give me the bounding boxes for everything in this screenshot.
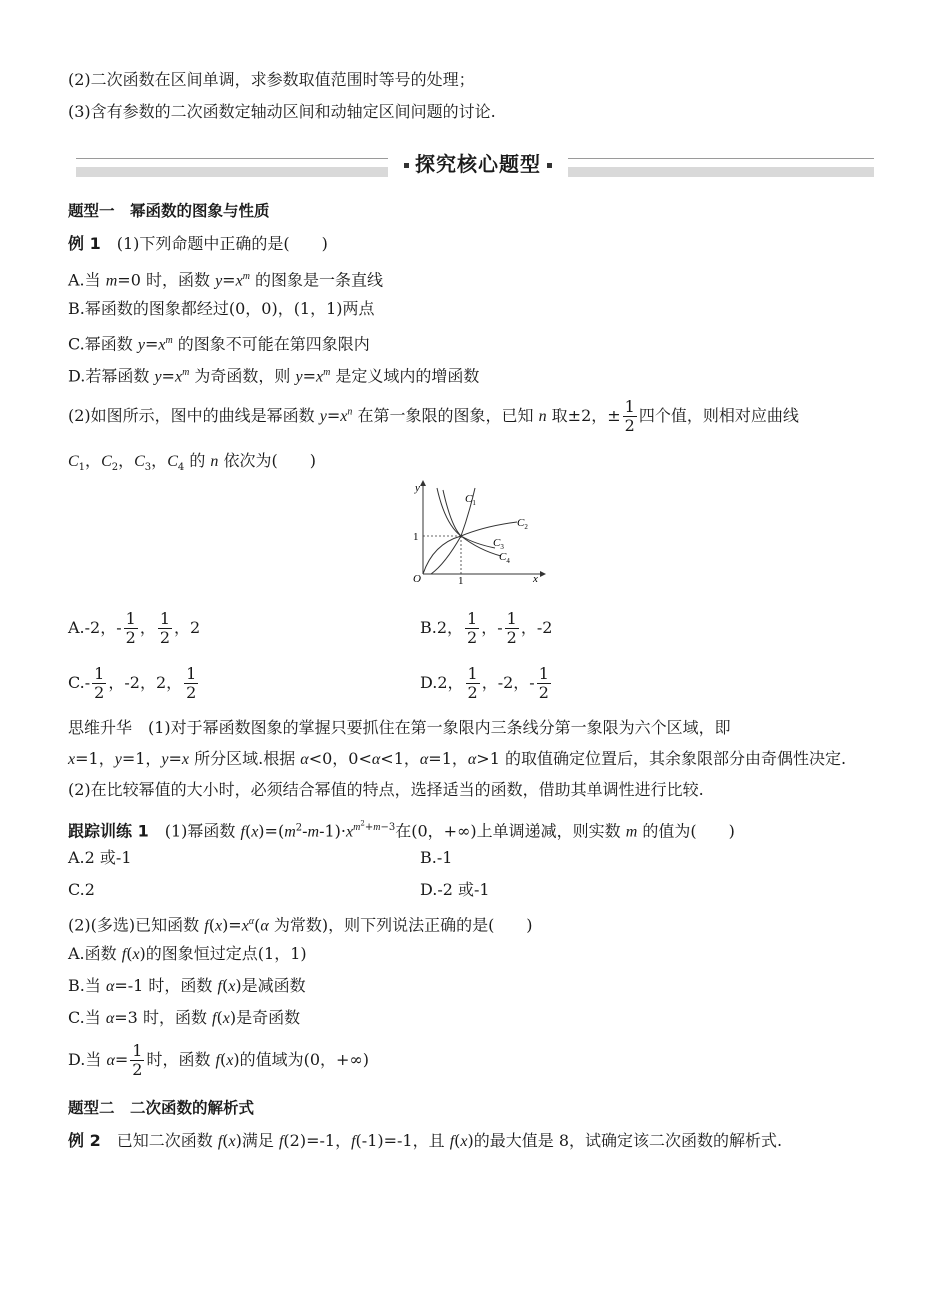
training2-option-b: B.当 α=-1 时，函数 f(x)是减函数	[68, 976, 306, 995]
example1-option-b: B.幂函数的图象都经过(0，0)，(1，1)两点	[68, 299, 375, 318]
graph-y-label: y	[415, 482, 420, 494]
graph-origin: O	[413, 573, 421, 585]
section-banner-title: 探究核心题型	[388, 148, 568, 177]
graph-tick-y1: 1	[413, 531, 419, 543]
label-c1: $C_1$	[465, 493, 476, 507]
training1-option-a: A.2 或-1	[68, 848, 132, 867]
example1-q1: 例 1 (1)下列命题中正确的是( )	[68, 234, 328, 253]
graph-tick-x1: 1	[458, 575, 464, 586]
training1-option-c: C.2	[68, 880, 95, 899]
intro-line-2: (2)二次函数在区间单调，求参数取值范围时等号的处理；	[68, 70, 475, 89]
type1-heading: 题型一 幂函数的图象与性质	[68, 202, 270, 220]
training2-option-c: C.当 α=3 时，函数 f(x)是奇函数	[68, 1008, 301, 1027]
training1-option-d: D.-2 或-1	[420, 880, 490, 899]
example1-q2-option-d: D.2， $\frac{1}{2}$ ，-2，- $\frac{1}{2}$	[420, 664, 549, 702]
training1-q1: 跟踪训练 1 (1)幂函数 $f(x)=(m^2-m-1)\cdot x^{m^2+m-3}$在(0，+∞)上单调递减，则实数 m 的值为( )	[68, 820, 735, 841]
example1-q2-line2: $C_1$，$C_2$，$C_3$，$C_4$ 的 n 依次为( )	[68, 451, 316, 474]
example1-q2-line1: (2)如图所示，图中的曲线是幂函数 $y=x^n$ 在第一象限的图象，已知 n 取±2，± $\frac{1}{2}$ 四个值，则相对应曲线	[68, 397, 799, 435]
example1-q2-option-c: C.- $\frac{1}{2}$ ，-2，2， $\frac{1}{2}$	[68, 664, 197, 702]
type2-heading: 题型二 二次函数的解析式	[68, 1099, 255, 1117]
example2: 例 2 已知二次函数 f(x)满足 f(2)=-1，f(-1)=-1，且 f(x)的最大值是 8，试确定该二次函数的解析式.	[68, 1131, 783, 1150]
intro-line-3: (3)含有参数的二次函数定轴动区间和动轴定区间问题的讨论.	[68, 102, 496, 121]
thinking-line-3: (2)在比较幂值的大小时，必须结合幂值的特点，选择适当的函数，借助其单调性进行比较.	[68, 780, 704, 799]
training2-option-d: D.当 α= $\frac{1}{2}$ 时，函数 f(x)的值域为(0，+∞)	[68, 1041, 369, 1079]
training1-option-b: B.-1	[420, 848, 453, 867]
power-function-graph	[405, 478, 550, 586]
thinking-line-1: 思维升华 (1)对于幂函数图象的掌握只要抓住在第一象限内三条线分第一象限为六个区域，即	[68, 718, 731, 737]
example1-option-c: C.幂函数 $y=x^m$ 的图象不可能在第四象限内	[68, 334, 370, 354]
label-c4: $C_4$	[499, 551, 510, 565]
label-c3: $C_3$	[493, 537, 504, 551]
thinking-line-2: x=1，y=1，y=x 所分区域.根据 α<0，0<α<1，α=1，α>1 的取值确定位置后，其余象限部分由奇偶性决定.	[68, 749, 847, 768]
graph-x-label: x	[533, 573, 538, 585]
example1-option-a: A.当 m=0 时，函数 $y=x^m$ 的图象是一条直线	[68, 270, 384, 290]
example1-q2-option-a: A.-2，- $\frac{1}{2}$ ， $\frac{1}{2}$ ，2	[68, 609, 201, 647]
example1-q2-option-b: B.2， $\frac{1}{2}$ ，- $\frac{1}{2}$ ，-2	[420, 609, 553, 647]
example1-option-d: D.若幂函数 $y=x^m$ 为奇函数，则 $y=x^m$ 是定义域内的增函数	[68, 366, 480, 386]
training2-option-a: A.函数 f(x)的图象恒过定点(1，1)	[68, 944, 307, 963]
training1-q2: (2)(多选)已知函数 $f(x)=x^\alpha(\alpha$ 为常数)，则下列说法正确的是( )	[68, 915, 533, 935]
label-c2: $C_2$	[517, 517, 528, 531]
